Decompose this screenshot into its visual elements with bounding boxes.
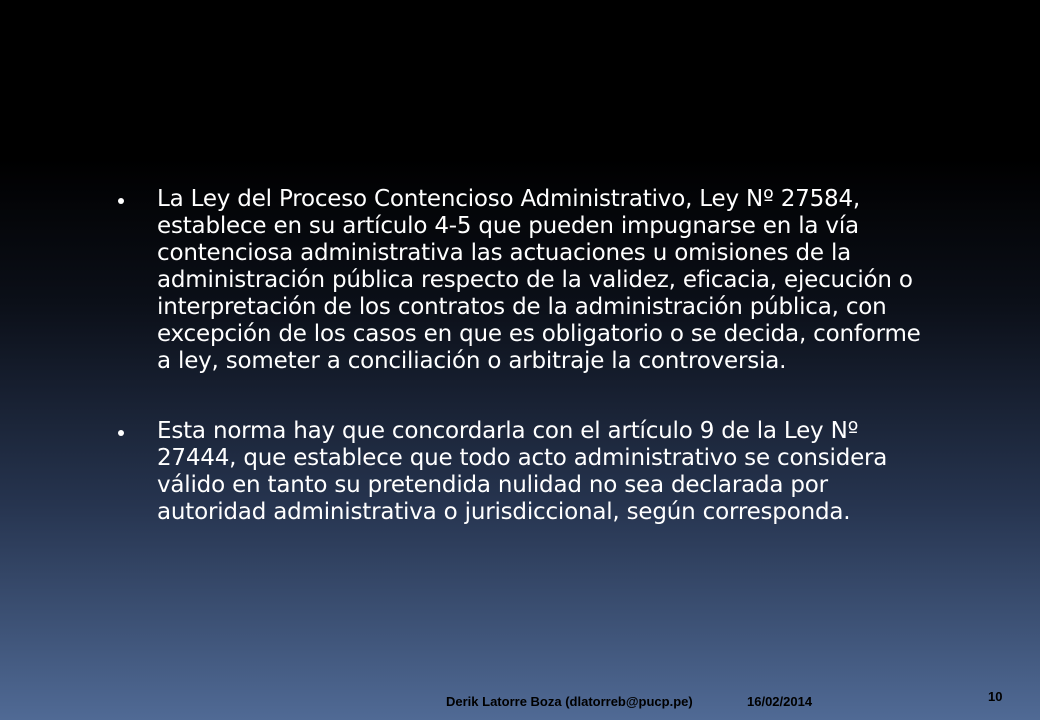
bullet-dot-icon [118, 430, 124, 436]
bullet-text: La Ley del Proceso Contencioso Administrativo, Ley Nº 27584, establece en su artículo 4-5 que pueden impugnarse en la vía contenciosa administrativa las actuaciones u omisiones de la administración pública respecto de la validez, eficacia, ejecución o interpretación de los contratos de la administración pública, con excepción de los casos en que es obligatorio o se decida, conforme a ley, someter a conciliación o arbitraje la controversia. [157, 186, 921, 374]
bullet-item [118, 186, 938, 375]
slide-content [118, 186, 938, 526]
bullet-dot-icon [118, 198, 124, 204]
footer-author: Derik Latorre Boza (dlatorreb@pucp.pe) [446, 694, 693, 709]
bullet-item [118, 418, 938, 526]
slide-number: 10 [988, 689, 1003, 704]
bullet-text: Esta norma hay que concordarla con el artículo 9 de la Ley Nº 27444, que establece que todo acto administrativo se considera válido en tanto su pretendida nulidad no sea declarada por autoridad administrativa o jurisdiccional, según corresponda. [157, 418, 888, 525]
footer-date: 16/02/2014 [747, 694, 813, 709]
